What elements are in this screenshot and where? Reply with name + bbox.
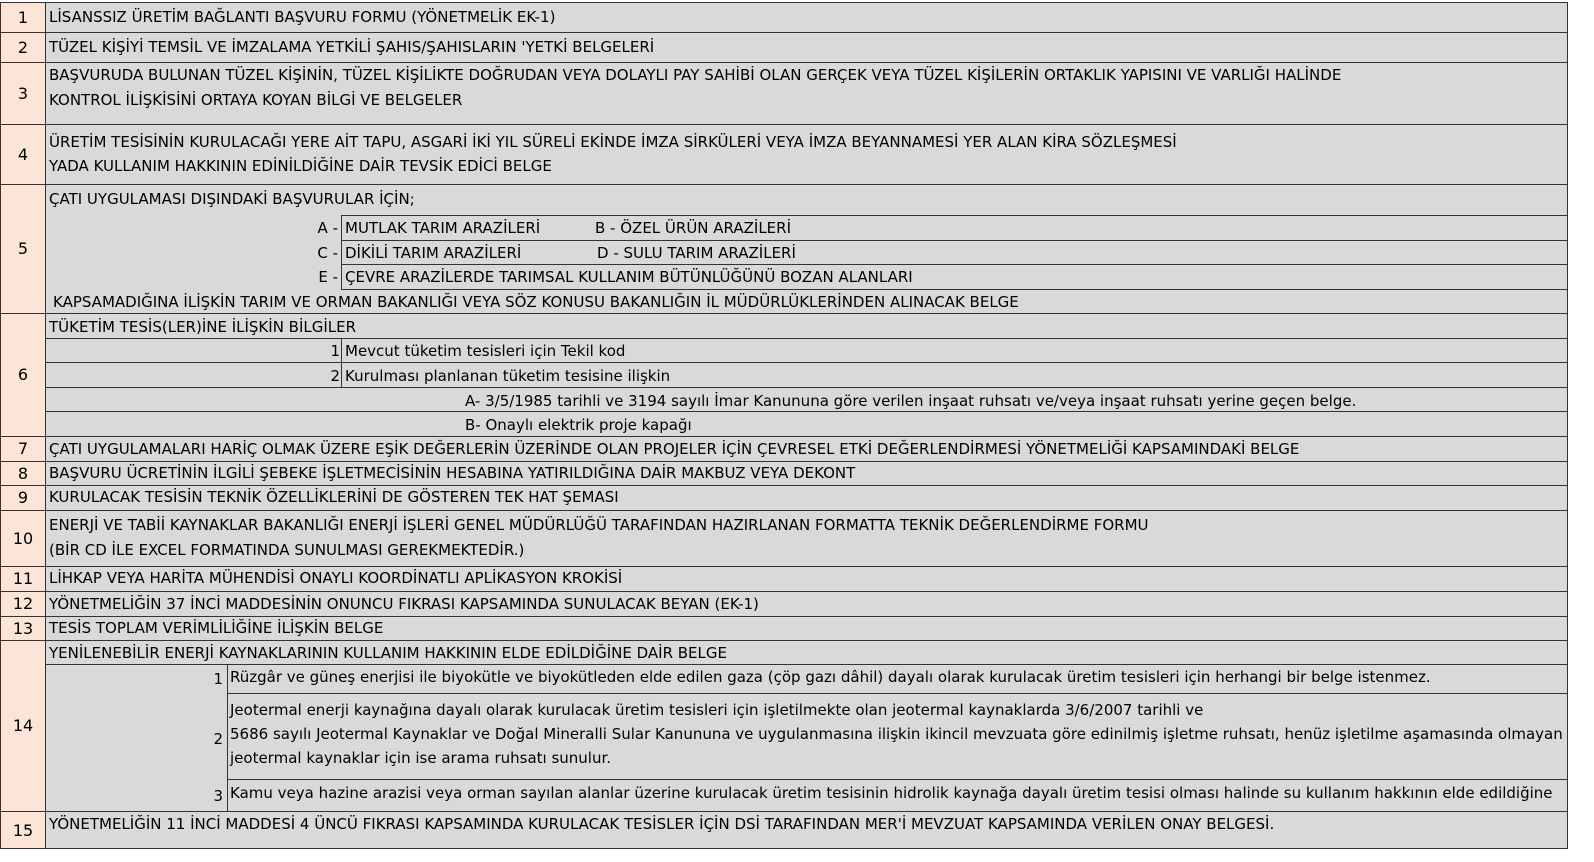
row-number-text: 6: [17, 365, 29, 384]
row-number: [0, 2, 46, 32]
item-text-a: DİKİLİ TARIM ARAZİLERİ: [345, 244, 522, 262]
item-text-line3: jeotermal kaynaklar için ise arama ruhsatı sunulur.: [230, 749, 612, 767]
row-content: [46, 124, 1568, 184]
row-number-text: 8: [17, 463, 29, 483]
row-content: [46, 640, 1568, 811]
item-label: E -: [318, 268, 338, 286]
row-number-text: 3: [17, 83, 29, 103]
row-text-line2: YADA KULLANIM HAKKININ EDİNİLDİĞİNE DAİR TEVSİK EDİCİ BELGE: [49, 157, 552, 175]
row-number-text: 9: [17, 488, 29, 507]
row-content: [46, 2, 1568, 32]
sub-item-b: B- Onaylı elektrik proje kapağı: [465, 416, 692, 434]
row-number: [0, 616, 46, 640]
section-heading: ÇATI UYGULAMASI DIŞINDAKİ BAŞVURULAR İÇİN;: [49, 190, 415, 208]
item-text: Rüzgâr ve güneş enerjisi ile biyokütle ve biyokütleden elde edilen gaza (çöp gazı dâhil) dayalı olarak kurulacak üretim tesisleri için herhangi bir belge istenmez.: [230, 668, 1431, 686]
row-content: [46, 616, 1568, 640]
item-text-line2: 5686 sayılı Jeotermal Kaynaklar ve Doğal Mineralli Sular Kanununa ve uygulanmasına ilişkin ikincil mevzuata göre edinilmiş işletme ruhsatı, henüz işletilme aşamasında olmayan: [230, 725, 1563, 743]
row-number-text: 11: [12, 569, 34, 588]
section-heading: YENİLENEBİLİR ENERJİ KAYNAKLARININ KULLANIM HAKKININ ELDE EDİLDİĞİNE DAİR BELGE: [49, 644, 727, 662]
row-number-text: 7: [17, 439, 29, 458]
row-number-text: 14: [12, 716, 34, 735]
item-text: Mevcut tüketim tesisleri için Tekil kod: [345, 342, 626, 360]
item-text-a: MUTLAK TARIM ARAZİLERİ: [345, 219, 541, 237]
row-content: [46, 485, 1568, 510]
row-text: TÜZEL KİŞİYİ TEMSİL VE İMZALAMA YETKİLİ ŞAHIS/ŞAHISLARIN 'YETKİ BELGELERİ: [49, 38, 655, 56]
row-number-text: 4: [17, 144, 29, 164]
row-number-text: 5: [17, 239, 29, 258]
row-content: [46, 436, 1568, 461]
row-number: [0, 313, 46, 436]
row-number: [0, 640, 46, 811]
row-text: BAŞVURU ÜCRETİNİN İLGİLİ ŞEBEKE İŞLETMECİSİNİN HESABINA YATIRILDIĞINA DAİR MAKBUZ VEYA DEKONT: [49, 464, 856, 482]
row-number-text: 15: [12, 820, 34, 840]
row-number: [0, 591, 46, 616]
row-number: [0, 510, 46, 566]
row-number: [0, 436, 46, 461]
item-text: Kurulması planlanan tüketim tesisine ilişkin: [345, 367, 671, 385]
row-text: KURULACAK TESİSİN TEKNİK ÖZELLİKLERİNİ DE GÖSTEREN TEK HAT ŞEMASI: [49, 488, 619, 506]
row-text-line1: BAŞVURUDA BULUNAN TÜZEL KİŞİNİN, TÜZEL KİŞİLİKTE DOĞRUDAN VEYA DOLAYLI PAY SAHİBİ OLAN GERÇEK VEYA TÜZEL KİŞİLERİN ORTAKLIK YAPISINI VE VARLIĞI HALİNDE: [49, 66, 1342, 84]
item-text-line1: Jeotermal enerji kaynağına dayalı olarak kurulacak üretim tesisleri için işletilmekte olan jeotermal kaynaklarda 3/6/2007 tarihli ve: [230, 701, 1204, 719]
row-content: [46, 62, 1568, 124]
row-text: YÖNETMELİĞİN 11 İNCİ MADDESİ 4 ÜNCÜ FIKRASI KAPSAMINDA KURULACAK TESİSLER İÇİN DSİ TARAFINDAN MER'İ MEVZUAT KAPSAMINDA VERİLEN ONAY BELGESİ.: [49, 815, 1275, 833]
row-text: YÖNETMELİĞİN 37 İNCİ MADDESİNİN ONUNCU FIKRASI KAPSAMINDA SUNULACAK BEYAN (EK-1): [49, 595, 759, 613]
row-content: [46, 184, 1568, 313]
row-text: LİHKAP VEYA HARİTA MÜHENDİSİ ONAYLI KOORDİNATLI APLİKASYON KROKİSİ: [49, 569, 623, 587]
row-number: [0, 485, 46, 510]
item-label: C -: [317, 244, 338, 262]
row-content: [46, 461, 1568, 485]
row-text-line2: (BİR CD İLE EXCEL FORMATINDA SUNULMASI GEREKMEKTEDİR.): [49, 541, 525, 559]
row-text-line1: ÜRETİM TESİSİNİN KURULACAĞI YERE AİT TAPU, ASGARİ İKİ YIL SÜRELİ EKİNDE İMZA SİRKÜLERİ VEYA İMZA BEYANNAMESİ YER ALAN KİRA SÖZLEŞMESİ: [49, 133, 1177, 151]
row-content: [46, 591, 1568, 616]
row-text-line1: ENERJİ VE TABİİ KAYNAKLAR BAKANLIĞI ENERJİ İŞLERİ GENEL MÜDÜRLÜĞÜ TARAFINDAN HAZIRLANAN FORMATTA TEKNİK DEĞERLENDİRME FORMU: [49, 516, 1149, 534]
row-number-text: 12: [12, 594, 34, 613]
row-number: [0, 124, 46, 184]
row-content: [46, 510, 1568, 566]
row-number: [0, 461, 46, 485]
item-label: 1: [213, 670, 223, 688]
row-number: [0, 184, 46, 313]
item-text-b: B - ÖZEL ÜRÜN ARAZİLERİ: [595, 219, 792, 237]
item-label: 3: [213, 787, 223, 805]
row-content: [46, 32, 1568, 62]
row-number: [0, 32, 46, 62]
row-number: [0, 811, 46, 849]
item-label: 2: [330, 367, 340, 385]
row-number: [0, 566, 46, 591]
item-text-b: D - SULU TARIM ARAZİLERİ: [597, 244, 796, 262]
section-footer: KAPSAMADIĞINA İLİŞKİN TARIM VE ORMAN BAKANLIĞI VEYA SÖZ KONUSU BAKANLIĞIN İL MÜDÜRLÜKLERİNDEN ALINACAK BELGE: [53, 293, 1019, 311]
row-text: LİSANSSIZ ÜRETİM BAĞLANTI BAŞVURU FORMU (YÖNETMELİK EK-1): [49, 8, 556, 26]
row-text-line2: KONTROL İLİŞKİSİNİ ORTAYA KOYAN BİLGİ VE BELGELER: [49, 91, 463, 109]
row-number: [0, 62, 46, 124]
row-text: TESİS TOPLAM VERİMLİLİĞİNE İLİŞKİN BELGE: [49, 619, 384, 637]
row-content: [46, 566, 1568, 591]
sub-item-a: A- 3/5/1985 tarihli ve 3194 sayılı İmar Kanununa göre verilen inşaat ruhsatı ve/veya inşaat ruhsatı yerine geçen belge.: [465, 392, 1357, 410]
item-label: 1: [330, 342, 340, 360]
item-text-a: ÇEVRE ARAZİLERDE TARIMSAL KULLANIM BÜTÜNLÜĞÜNÜ BOZAN ALANLARI: [345, 268, 913, 286]
row-number-text: 13: [12, 618, 34, 638]
row-number-text: 10: [12, 528, 34, 548]
section-heading: TÜKETİM TESİS(LER)İNE İLİŞKİN BİLGİLER: [49, 318, 357, 336]
item-text: Kamu veya hazine arazisi veya orman sayılan alanlar üzerine kurulacak üretim tesisinin hidrolik kaynağa dayalı üretim tesisi olması halinde su kullanım hakkının elde edildiğine: [230, 784, 1553, 802]
row-text: ÇATI UYGULAMALARI HARİÇ OLMAK ÜZERE EŞİK DEĞERLERİN ÜZERİNDE OLAN PROJELER İÇİN ÇEVRESEL ETKİ DEĞERLENDİRMESİ YÖNETMELİĞİ KAPSAMINDAKİ BELGE: [49, 440, 1300, 458]
row-content: [46, 811, 1568, 849]
item-label: 2: [213, 730, 223, 748]
row-content: [46, 313, 1568, 436]
item-label: A -: [317, 219, 338, 237]
row-number-text: 2: [17, 37, 29, 57]
row-number-text: 1: [17, 7, 29, 27]
